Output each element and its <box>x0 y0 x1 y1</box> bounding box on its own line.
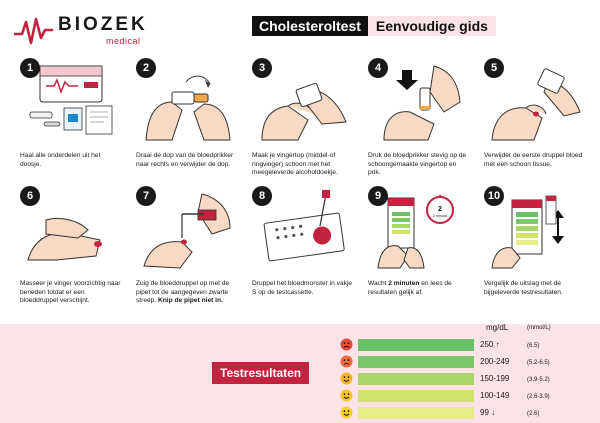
step-number: 8 <box>252 186 272 206</box>
step-text: Haal alle onderdelen uit het doosje. <box>20 152 101 168</box>
step-1 <box>20 58 122 169</box>
smile-face-icon <box>340 406 353 419</box>
step-10 <box>484 186 586 297</box>
step-text: Draai de dop van de bloedprikker naar rechts en verwijder de dop. <box>136 152 234 168</box>
step-text: Wacht 2 minuten en lees de resultaten gelijk af. <box>368 280 452 296</box>
result-color-bar <box>358 373 474 385</box>
step-number: 3 <box>252 58 272 78</box>
pipette-illustration <box>142 190 234 270</box>
result-color-bar <box>358 390 474 402</box>
step-text: Maak je vingertop (middel-of ringvinger) schoon met het meegeleverde alcoholdoekje. <box>252 152 338 177</box>
result-row <box>340 388 570 404</box>
timer-illustration <box>374 190 466 270</box>
step-text: Masseer je vinger voorzichtig naar beneden totdat er een bloeddruppel verschijnt. <box>20 280 121 305</box>
step-number: 7 <box>136 186 156 206</box>
lancet-cap-twist-illustration <box>142 62 234 142</box>
wipe-first-drop-illustration <box>490 62 582 142</box>
step-number: 4 <box>368 58 388 78</box>
brand-name: BIOZEK <box>58 14 148 35</box>
step-number: 5 <box>484 58 504 78</box>
compare-results-illustration <box>490 190 582 270</box>
result-range: 150-199 <box>480 374 510 383</box>
step-emphasis: 2 minuten <box>388 280 420 287</box>
step-number: 10 <box>484 186 504 206</box>
result-range: 99 ↓ <box>480 408 496 417</box>
result-mmol: (3.9-5.2) <box>527 377 550 383</box>
step-number: 2 <box>136 58 156 78</box>
result-range: 100-149 <box>480 391 510 400</box>
step-number: 6 <box>20 186 40 206</box>
result-row <box>340 371 570 387</box>
result-mmol: (5.2-6.5) <box>527 360 550 366</box>
step-number: 1 <box>20 58 40 78</box>
result-row <box>340 337 570 353</box>
step-7 <box>136 186 238 306</box>
page-title <box>252 16 496 36</box>
step-text: Vergelijk de uitslag met de bijgeleverde testresultaten. <box>484 280 563 296</box>
biozek-logo <box>14 14 154 50</box>
result-mmol: (2.6-3.9) <box>527 394 550 400</box>
results-label: Testresultaten <box>212 362 309 384</box>
unit-mgdl: mg/dL <box>486 323 509 332</box>
result-color-bar <box>358 339 474 351</box>
step-text: Verwijder de eerste druppel bloed met een schoon tissue. <box>484 152 583 168</box>
step-text: Druppel het bloedmonster in vakje S op de testcassette. <box>252 280 353 296</box>
frown-face-icon <box>340 355 353 368</box>
result-row <box>340 354 570 370</box>
sad-face-icon <box>340 338 353 351</box>
step-3 <box>252 58 354 178</box>
unit-mmol: (mmol/L) <box>527 325 551 331</box>
step-warning: Knip de pipet niet in. <box>158 297 223 305</box>
step-5 <box>484 58 586 169</box>
result-range: 250 ↑ <box>480 340 500 349</box>
timer-label: 2 minuut <box>433 214 447 218</box>
step-number: 9 <box>368 186 388 206</box>
test-cassette-drop-illustration <box>258 190 350 270</box>
smile-face-icon <box>340 389 353 402</box>
step-6 <box>20 186 122 306</box>
result-row <box>340 405 570 421</box>
result-color-bar <box>358 356 474 368</box>
step-2 <box>136 58 238 169</box>
massage-finger-illustration <box>26 190 118 270</box>
step-4 <box>368 58 470 178</box>
result-color-bar <box>358 407 474 419</box>
svg-text:2: 2 <box>438 206 442 213</box>
alcohol-wipe-illustration <box>258 62 350 142</box>
step-8 <box>252 186 354 297</box>
lancet-press-illustration <box>374 62 466 142</box>
heartbeat-logo-icon <box>14 16 58 46</box>
step-9 <box>368 186 470 297</box>
result-range: 200-249 <box>480 357 510 366</box>
smile-face-icon <box>340 372 353 385</box>
step-text: Druk de bloedprikker stevig op de schoongemaakte vingertop en prik. <box>368 152 467 177</box>
step-text: Zuig de bloeddruppel op met de pipet tot de aangegeven zwarte streep. Knip de pipet niet in. <box>136 280 230 305</box>
title-eenvoudige-gids: Eenvoudige gids <box>368 16 496 36</box>
title-cholesteroltest: Cholesteroltest <box>252 16 368 36</box>
test-kit-contents-illustration <box>26 62 118 142</box>
brand-subtitle: medical <box>106 36 141 46</box>
result-mmol: (6.5) <box>527 343 540 349</box>
result-mmol: (2.6) <box>527 411 540 417</box>
